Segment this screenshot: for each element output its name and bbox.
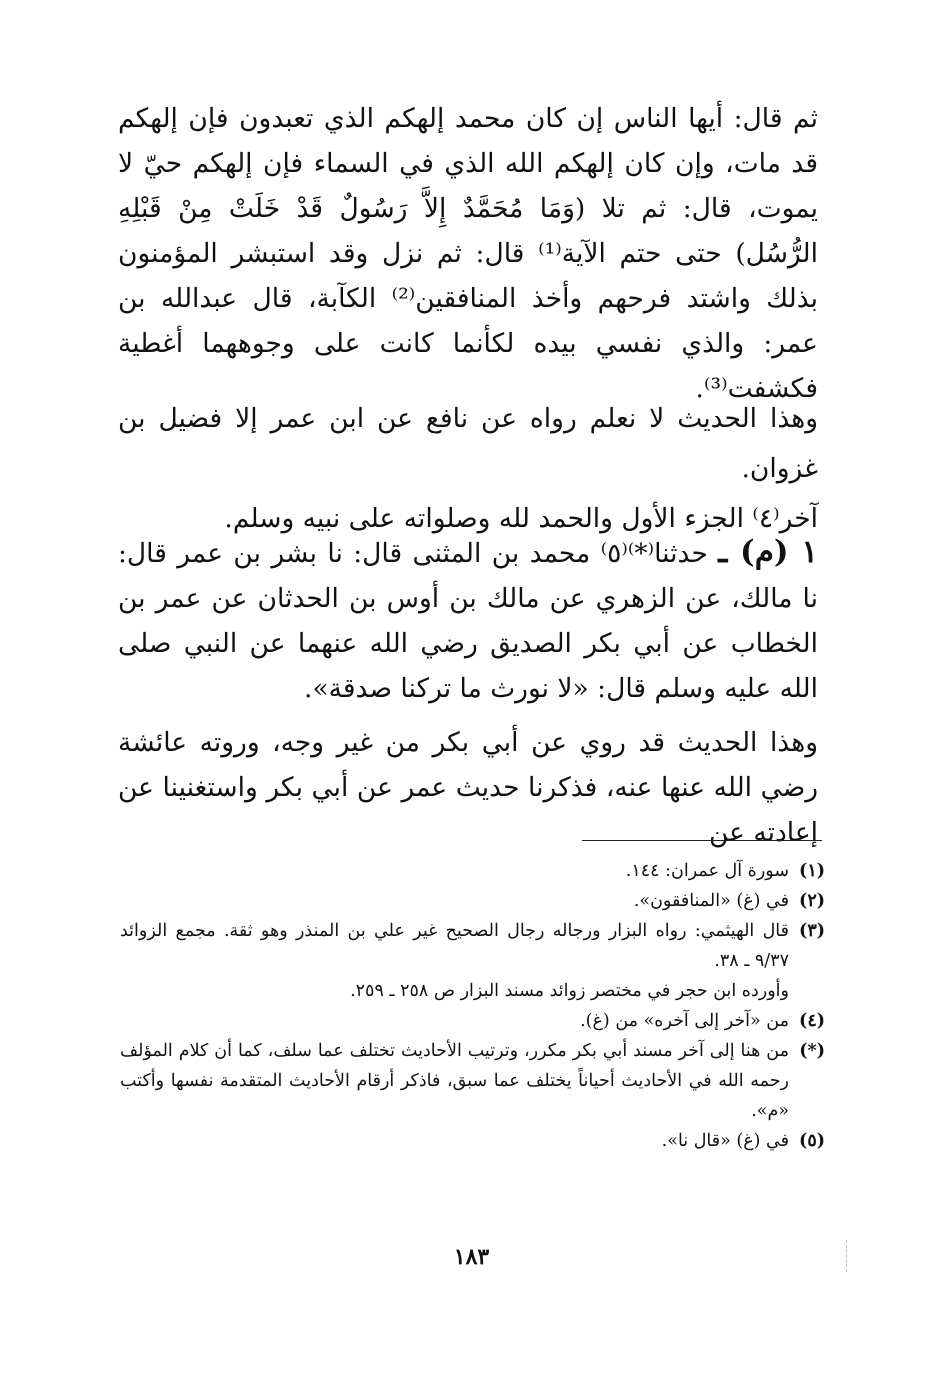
- paragraph-2-line-2: آخر⁽٤⁾ الجزء الأول والحمد لله وصلواته على نبيه وسلم.: [224, 503, 818, 534]
- footnote-text: من هنا إلى آخر مسند أبي بكر مكرر، وترتيب الأحاديث تختلف عما سلف، كما أن كلام المؤلف رحمه الله في الأحاديث أحياناً يختلف عما سبق، فاذكر أرقام الأحاديث المتقدمة نفسها وأكتب «م».: [120, 1041, 789, 1121]
- footnote-3-continuation: [120, 976, 825, 1006]
- footnote-separator: [582, 840, 822, 841]
- footnote-3: [120, 916, 825, 976]
- footnote-text: في (غ) «قال نا».: [661, 1131, 789, 1151]
- scan-edge-mark: [846, 1240, 847, 1272]
- footnote-text: قال الهيثمي: رواه البزار ورجاله رجال الصحيح غير علي بن المنذر وهو ثقة. مجمع الزوائد ٩/٣٧ ـ ٣٨.: [120, 921, 789, 971]
- paragraph-2: [118, 394, 818, 544]
- footnote-2: [120, 886, 825, 916]
- paragraph-2-line-1: وهذا الحديث لا نعلم رواه عن نافع عن ابن عمر إلا فضيل بن غزوان.: [118, 403, 818, 484]
- footnotes-list: [120, 856, 825, 1156]
- footnote-5: [120, 1126, 825, 1156]
- footnote-number: (٣): [799, 921, 825, 941]
- footnote-number: (٤): [799, 1011, 825, 1031]
- footnote-number: (*): [799, 1041, 825, 1061]
- paragraph-3: [118, 530, 818, 711]
- footnote-number: (٥): [799, 1131, 825, 1151]
- footnote-star: [120, 1036, 825, 1126]
- paragraph-1: ثم قال: أيها الناس إن كان محمد إلهكم الذي تعبدون فإن إلهكم قد مات، وإن كان إلهكم الله الذي في السماء فإن إلهكم حيّ لا يموت، قال: ثم تلا (وَمَا مُحَمَّدٌ إِلاَّ رَسُولٌ قَدْ خَلَتْ مِنْ قَبْلِهِ الرُّسُل) حتى حتم الآية⁽¹⁾ قال: ثم نزل وقد استبشر المؤمنون بذلك واشتد فرحهم وأخذ المنافقين⁽²⁾ الكآبة، قال عبدالله بن عمر: والذي نفسي بيده لكأنما كانت على وجوههما أغطية فكشفت⁽³⁾.: [118, 103, 818, 404]
- page-number: ١٨٣: [453, 1244, 490, 1270]
- paragraph-4: وهذا الحديث قد روي عن أبي بكر من غير وجه، وروته عائشة رضي الله عنها عنه، فذكرنا حديث عمر عن أبي بكر واستغنينا عن إعادته عن: [118, 727, 818, 848]
- footnote-number: (١): [799, 861, 825, 881]
- footnote-4: [120, 1006, 825, 1036]
- footnote-text: سورة آل عمران: ١٤٤.: [625, 861, 789, 881]
- footnote-text: من «آخر إلى آخره» من (غ).: [580, 1011, 789, 1031]
- hadith-number: ١ (م) ـ: [718, 534, 818, 570]
- footnote-1: [120, 856, 825, 886]
- footnote-text: في (غ) «المنافقون».: [633, 891, 789, 911]
- paragraph-3-text: حدثنا⁽*⁾⁽٥⁾ محمد بن المثنى قال: نا بشر بن عمر قال: نا مالك، عن الزهري عن مالك بن أوس بن الحدثان عن عمر بن الخطاب عن أبي بكر الصديق رضي الله عنهما عن النبي صلى الله عليه وسلم قال: «لا نورث ما تركنا صدقة».: [118, 538, 818, 704]
- footnote-text: وأورده ابن حجر في مختصر زوائد مسند البزار ص ٢٥٨ ـ ٢٥٩.: [350, 981, 789, 1001]
- footnote-number: (٢): [799, 891, 825, 911]
